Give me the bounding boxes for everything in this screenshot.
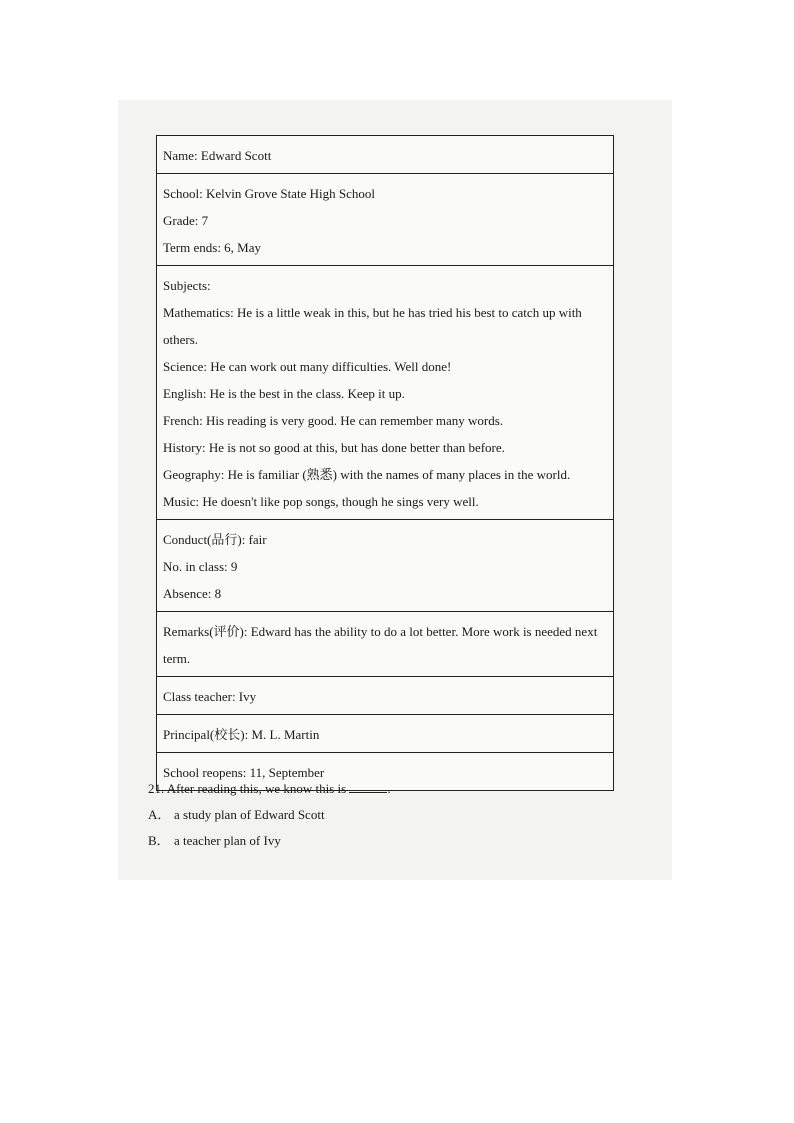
report-row-name (157, 136, 613, 174)
option-b-letter: B． (148, 833, 170, 848)
report-row-conduct (157, 520, 613, 612)
report-row-subjects (157, 266, 613, 520)
report-row-remarks (157, 612, 613, 677)
remarks: Remarks(评价): Edward has the ability to do a lot better. More work is needed next (163, 624, 598, 639)
class-teacher: Class teacher: Ivy (163, 689, 257, 704)
student-name: Name: Edward Scott (163, 148, 272, 163)
subject-french: French: His reading is very good. He can remember many words. (163, 413, 504, 428)
subject-history: History: He is not so good at this, but has done better than before. (163, 440, 505, 455)
grade: Grade: 7 (163, 213, 209, 228)
report-row-class-teacher (157, 677, 613, 715)
answer-blank (349, 780, 387, 793)
absence: Absence: 8 (163, 586, 222, 601)
number-in-class: No. in class: 9 (163, 559, 238, 574)
school-name: School: Kelvin Grove State High School (163, 186, 375, 201)
term-ends: Term ends: 6, May (163, 240, 262, 255)
question-stem-text: 21. After reading this, we know this is (148, 781, 350, 796)
subject-mathematics-cont: others. (163, 332, 199, 347)
subject-geography: Geography: He is familiar (熟悉) with the names of many places in the world. (163, 467, 571, 482)
option-a[interactable] (148, 802, 618, 828)
remarks-cont: term. (163, 651, 191, 666)
school-reopens: School reopens: 11, September (163, 765, 325, 780)
school-report-table (156, 135, 614, 791)
report-row-school-info (157, 174, 613, 266)
report-row-principal (157, 715, 613, 753)
question-stem (148, 776, 618, 802)
question-21 (148, 776, 618, 854)
option-a-letter: A． (148, 807, 171, 822)
subject-mathematics: Mathematics: He is a little weak in this, but he has tried his best to catch up with (163, 305, 582, 320)
principal: Principal(校长): M. L. Martin (163, 727, 320, 742)
option-b[interactable] (148, 828, 618, 854)
question-stem-end: . (387, 781, 391, 796)
subject-science: Science: He can work out many difficulties. Well done! (163, 359, 452, 374)
option-a-text: a study plan of Edward Scott (174, 807, 325, 822)
subjects-heading: Subjects: (163, 278, 211, 293)
subject-music: Music: He doesn't like pop songs, though he sings very well. (163, 494, 479, 509)
conduct: Conduct(品行): fair (163, 532, 267, 547)
option-b-text: a teacher plan of Ivy (174, 833, 281, 848)
subject-english: English: He is the best in the class. Keep it up. (163, 386, 405, 401)
